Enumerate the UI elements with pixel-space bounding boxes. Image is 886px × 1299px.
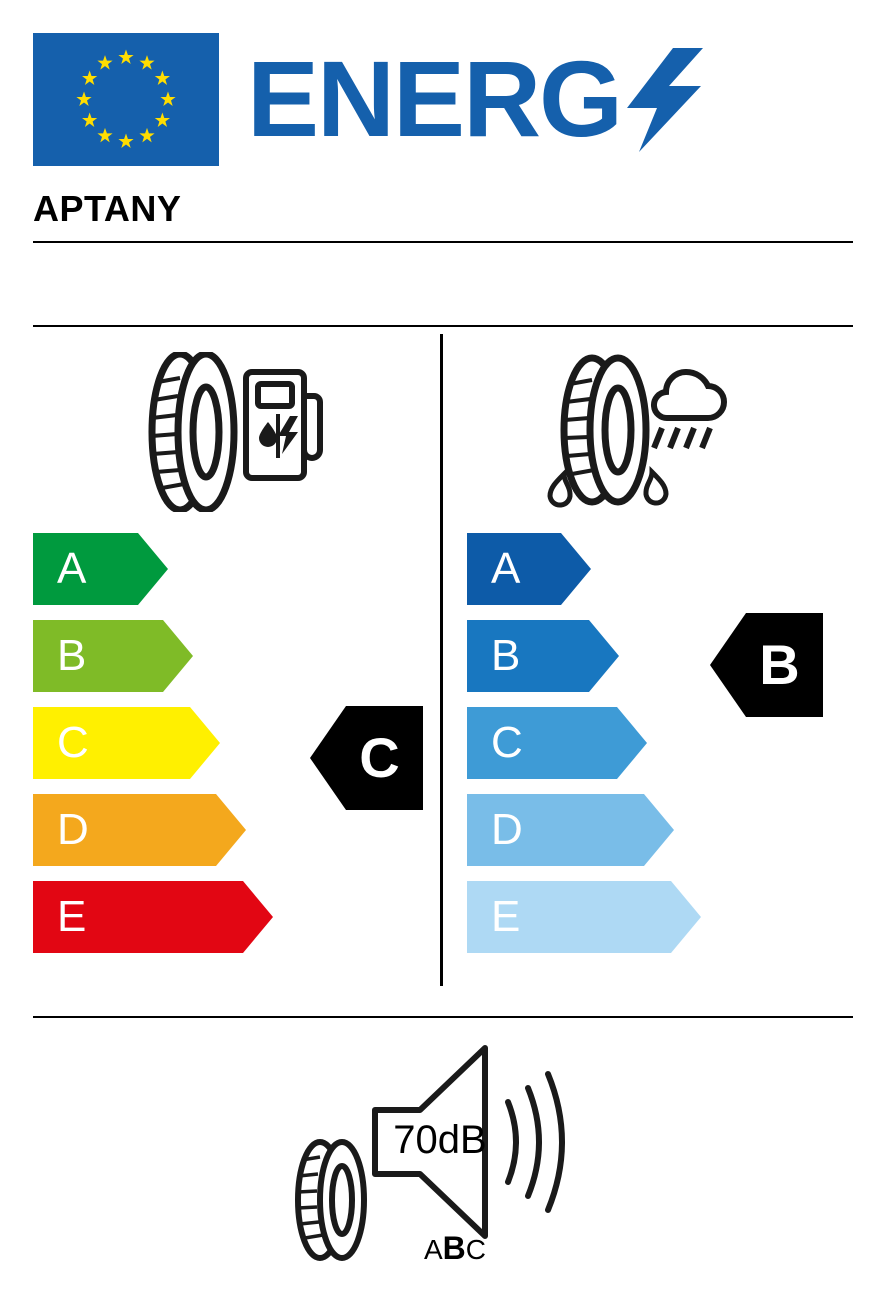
wet-selected-grade xyxy=(710,613,823,717)
wet-grade-b-shape xyxy=(467,620,619,692)
eu-flag xyxy=(33,33,219,166)
divider-under-brand xyxy=(33,241,853,243)
fuel-grade-c xyxy=(33,707,220,779)
wet-grade-c xyxy=(467,707,647,779)
wet-selected-label: B xyxy=(759,633,800,696)
divider-noise-section xyxy=(33,1016,853,1018)
fuel-grade-a xyxy=(33,533,168,605)
fuel-grade-b-label: B xyxy=(57,631,87,680)
brand-name: APTANY xyxy=(33,188,182,229)
noise-class-a: A xyxy=(423,1234,443,1265)
wet-grade-e-label: E xyxy=(491,892,521,941)
fuel-grade-b xyxy=(33,620,193,692)
wet-grade-c-label: C xyxy=(491,718,523,767)
eu-stars-icon xyxy=(33,33,219,166)
lightning-bolt-icon xyxy=(625,48,703,152)
fuel-pump-tyre-icon xyxy=(118,352,328,512)
fuel-grade-a-shape xyxy=(33,533,168,605)
noise-class-c: C xyxy=(465,1234,487,1265)
divider-top-section xyxy=(33,325,853,327)
divider-vertical-center xyxy=(440,334,443,986)
fuel-grade-d-label: D xyxy=(57,805,89,854)
wet-grade-a xyxy=(467,533,591,605)
wet-grade-b xyxy=(467,620,619,692)
wet-grade-b-label: B xyxy=(491,631,521,680)
noise-class-row xyxy=(400,1230,510,1267)
fuel-grade-e-label: E xyxy=(57,892,87,941)
wet-grade-a-label: A xyxy=(491,544,521,593)
wet-grade-d-label: D xyxy=(491,805,523,854)
fuel-selected-grade xyxy=(310,706,423,810)
fuel-grade-c-label: C xyxy=(57,718,89,767)
fuel-selected-label: C xyxy=(359,726,400,789)
wet-grade-d xyxy=(467,794,674,866)
rain-cloud-tyre-icon xyxy=(520,352,730,517)
noise-db-value: 70dB xyxy=(393,1118,487,1162)
fuel-grade-e xyxy=(33,881,273,953)
energy-wordmark: ENERG xyxy=(247,38,622,159)
wet-grade-e xyxy=(467,881,701,953)
noise-section xyxy=(280,1040,600,1270)
wet-grade-a-shape xyxy=(467,533,591,605)
fuel-grade-a-label: A xyxy=(57,544,87,593)
fuel-grade-d xyxy=(33,794,246,866)
noise-class-b: B xyxy=(442,1230,466,1266)
